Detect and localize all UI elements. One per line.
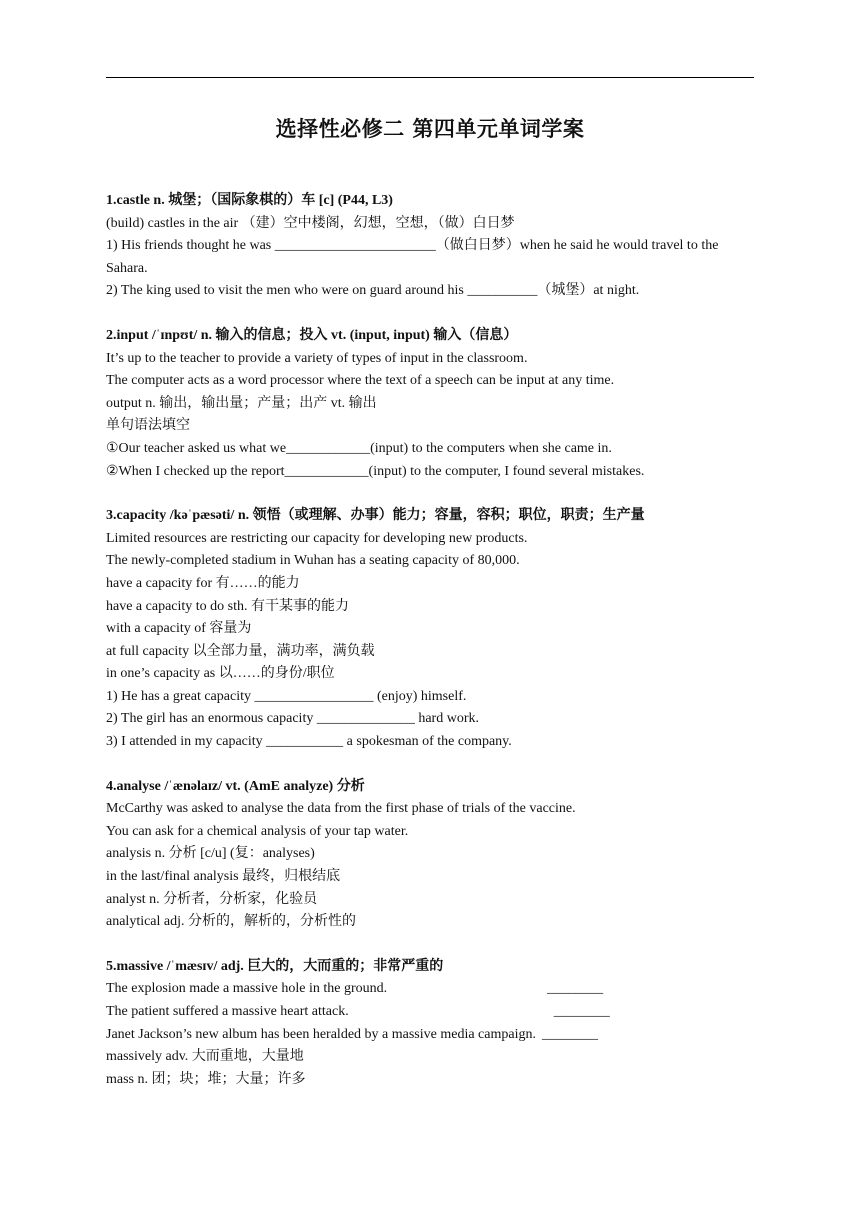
entry-line [106,978,758,1001]
line-text: analytical adj. 分析的，解析的，分析性的 [106,914,357,930]
worksheet-body [106,190,758,1091]
entry-line [106,866,758,889]
line-text: The patient suffered a massive heart attack. [106,1004,349,1019]
entry-line [106,438,758,461]
line-text: at full capacity 以全部力量，满功率，满负载 [106,643,375,659]
entry-line [106,528,758,551]
entry-spacer [106,754,758,776]
line-text: analyst n. 分析者，分析家，化验员 [106,891,318,907]
entry-line [106,573,758,596]
line-text: Limited resources are restricting our capacity for developing new products. [106,530,528,546]
entry-line [106,1069,758,1092]
vocab-entry [106,776,758,934]
entry-line [106,708,758,731]
line-text: have a capacity to do sth. 有干某事的能力 [106,598,350,614]
entry-line [106,618,758,641]
line-text: It’s up to the teacher to provide a variety of types of input in the classroom. [106,350,528,366]
entry-spacer [106,303,758,325]
entry-line [106,415,758,438]
page-title: 选择性必修二 第四单元单词学案 [275,117,585,141]
entry-line [106,663,758,686]
line-text: 1) His friends thought he was _______________________（做白日梦）when he said he would travel to the Sahara. [106,238,719,276]
line-text: output n. 输出，输出量；产量；出产 vt. 输出 [106,395,377,411]
line-text: 2) The king used to visit the men who were on guard around his __________（城堡）at night. [106,283,640,299]
vocab-entry [106,505,758,754]
entry-line [106,1046,758,1069]
vocab-entry [106,956,758,1092]
answer-blank[interactable]: ________ [553,1004,610,1019]
entry-line [106,641,758,664]
entry-line [106,911,758,934]
entry-headword [106,190,758,213]
line-text: McCarthy was asked to analyse the data from the first phase of trials of the vaccine. [106,801,576,817]
entry-line [106,348,758,371]
entry-spacer [106,934,758,956]
line-text: in the last/final analysis 最终，归根结底 [106,869,341,885]
line-text: You can ask for a chemical analysis of your tap water. [106,823,409,839]
entry-headword [106,505,758,528]
line-text: analysis n. 分析 [c/u] (复：analyses) [106,846,315,862]
answer-blank[interactable]: ________ [541,1026,598,1042]
line-text: The newly-completed stadium in Wuhan has a seating capacity of 80,000. [106,553,520,569]
line-text: The explosion made a massive hole in the ground. [106,981,388,997]
entry-line [106,889,758,912]
line-text: massively adv. 大而重地，大量地 [106,1049,304,1065]
entry-line [106,370,758,393]
line-text: 1) He has a great capacity _________________ (enjoy) himself. [106,688,467,704]
line-text: 3) I attended in my capacity ___________ a spokesman of the company. [106,734,512,750]
entry-line [106,798,758,821]
line-text: (build) castles in the air （建）空中楼阁，幻想，空想，（做）白日梦 [106,215,515,231]
line-text: have a capacity for 有……的能力 [106,575,300,591]
entry-line [106,731,758,754]
entry-line [106,213,758,236]
line-text: with a capacity of 容量为 [106,621,252,637]
entry-headword [106,956,758,979]
line-text: 2.input /ˈɪnpʊt/ n. 输入的信息；投入 vt. (input, input) 输入（信息） [106,327,518,343]
entry-line [106,843,758,866]
line-text: 2) The girl has an enormous capacity ______________ hard work. [106,711,479,727]
vocab-entry [106,190,758,303]
line-text: 1.castle n. 城堡；（国际象棋的）车 [c] (P44, L3) [106,193,393,208]
entry-line [106,1024,758,1047]
entry-line [106,461,758,484]
line-text: in one’s capacity as 以……的身份/职位 [106,666,335,682]
line-text: Janet Jackson’s new album has been heralded by a massive media campaign. [106,1026,536,1042]
entry-headword [106,776,758,799]
line-text: 单句语法填空 [106,418,190,434]
entry-headword [106,325,758,348]
line-text: ①Our teacher asked us what we____________(input) to the computers when she came in. [106,440,612,456]
line-text: 4.analyse /ˈænəlaɪz/ vt. (AmE analyze) 分析 [106,778,365,794]
entry-line [106,596,758,619]
line-text: mass n. 团；块；堆；大量；许多 [106,1071,306,1087]
line-text: ②When I checked up the report____________(input) to the computer, I found several mistakes. [106,463,645,479]
header-rule [106,77,754,78]
entry-line [106,235,758,280]
entry-line [106,686,758,709]
entry-spacer [106,483,758,505]
entry-line [106,1001,758,1024]
entry-line [106,821,758,844]
entry-line [106,550,758,573]
line-text: 5.massive /ˈmæsɪv/ adj. 巨大的，大而重的；非常严重的 [106,958,444,974]
line-text: The computer acts as a word processor where the text of a speech can be input at any time. [106,373,615,389]
answer-blank[interactable]: ________ [547,981,604,997]
line-text: 3.capacity /kəˈpæsəti/ n. 领悟（或理解、办事）能力；容量，容积；职位，职责；生产量 [106,508,645,524]
vocab-entry [106,325,758,483]
entry-line [106,280,758,303]
entry-line [106,393,758,416]
